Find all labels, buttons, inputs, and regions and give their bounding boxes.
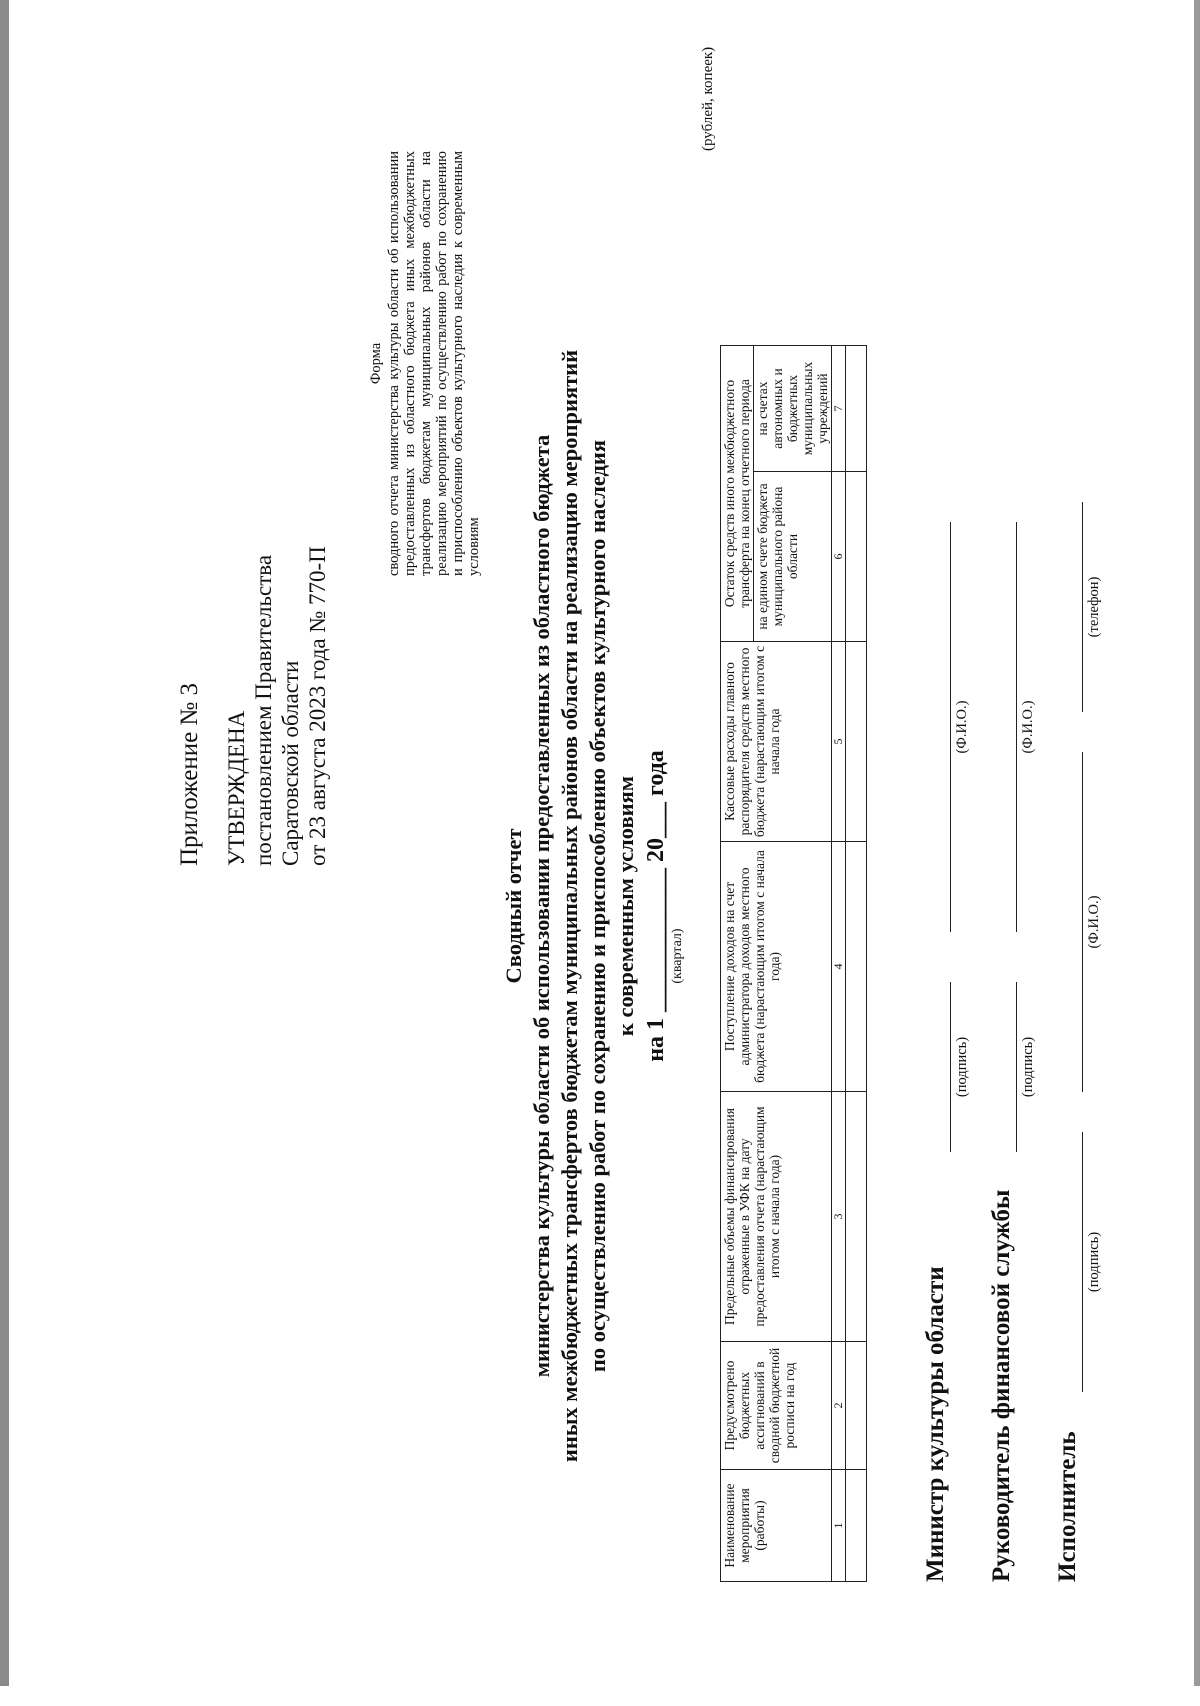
finance-head-label: Руководитель финансовой службы xyxy=(988,1189,1015,1582)
header-income-receipts: Поступление доходов на счет администратора доходов местного бюджета (нарастающим итогом с начала года) xyxy=(721,842,832,1092)
executor-signature-caption: (подпись) xyxy=(1086,1231,1102,1293)
approved-stamp-text: УТВЕРЖДЕНА xyxy=(224,710,249,866)
table-cell xyxy=(846,1342,867,1470)
approval-line-3: от 23 августа 2023 года № 770-П xyxy=(305,546,330,866)
header-cash-expenses: Кассовые расходы главного распорядителя средств местного бюджета (нарастающим итогом с начала года xyxy=(721,642,832,842)
minister-fio-line xyxy=(928,522,951,932)
approval-line-1: постановлением Правительства xyxy=(251,554,276,866)
approval-line-2: Саратовской области xyxy=(278,660,303,866)
column-number: 4 xyxy=(832,842,846,1092)
executor-fio-caption: (Ф.И.О.) xyxy=(1086,895,1102,949)
minister-signature-line xyxy=(928,982,951,1152)
report-table xyxy=(720,345,867,1582)
header-budget-allocations: Предусмотрено бюджетных ассигнований в сводной бюджетной росписи на год xyxy=(721,1342,832,1470)
column-number: 7 xyxy=(832,346,846,472)
header-financing-limits: Предельные объемы финансирования отраженные в УФК на дату предоставления отчета (нарастающим итогом с начала года) xyxy=(721,1092,832,1342)
minister-fio-caption: (Ф.И.О.) xyxy=(954,700,970,754)
executor-label: Исполнитель xyxy=(1054,1431,1081,1582)
header-remaining-funds-group: Остаток средств иного межбюджетного трансферта на конец отчетного периода xyxy=(721,346,754,642)
executor-phone-caption: (телефон) xyxy=(1086,576,1102,638)
form-title: Форма xyxy=(368,342,384,385)
column-number: 6 xyxy=(832,472,846,642)
minister-signature-caption: (подпись) xyxy=(954,1036,970,1098)
executor-signature-line xyxy=(1060,1132,1083,1392)
report-title-line-2: министерства культуры области об использовании предоставленных из областного бюджета xyxy=(529,434,554,1378)
table-cell xyxy=(846,1470,867,1582)
table-cell xyxy=(846,346,867,472)
column-number: 3 xyxy=(832,1092,846,1342)
table-row xyxy=(846,346,867,1582)
table-row xyxy=(832,346,846,1582)
form-description-block xyxy=(368,151,482,576)
column-number: 5 xyxy=(832,642,846,842)
finance-fio-line xyxy=(994,522,1017,932)
approval-block xyxy=(176,446,331,866)
column-number: 2 xyxy=(832,1342,846,1470)
minister-label: Министр культуры области xyxy=(922,1266,949,1582)
report-period-caption: (квартал) xyxy=(670,928,685,984)
form-description: сводного отчета министерства культуры области об использовании предоставленных из областного бюджета иных межбюджетных трансфертов бюджетам муниципальных районов области на реализацию мероприятий по осуществлению работ по сохранению и приспособлению объектов культурного наследия к современным условиям xyxy=(386,151,482,576)
header-event-name: Наименование мероприятия (работы) xyxy=(721,1470,832,1582)
report-title-line-3: иных межбюджетных трансфертов бюджетам муниципальных районов области на реализацию мероприятий xyxy=(557,349,582,1463)
table-cell xyxy=(846,642,867,842)
finance-fio-caption: (Ф.И.О.) xyxy=(1020,700,1036,754)
report-title-block xyxy=(500,206,686,1606)
table-header-row xyxy=(721,346,754,1582)
report-title-line-4: по осуществлению работ по сохранению и приспособлению объектов культурного наследия xyxy=(585,439,610,1373)
executor-phone-line xyxy=(1060,502,1083,712)
table-cell xyxy=(846,1092,867,1342)
appendix-number: Приложение № 3 xyxy=(176,682,203,866)
finance-signature-caption: (подпись) xyxy=(1020,1036,1036,1098)
report-title-line-5: к современным условиям xyxy=(613,775,638,1037)
table-cell xyxy=(846,472,867,642)
header-institution-accounts: на счетах автономных и бюджетных муниципальных учреждений xyxy=(754,346,832,472)
column-number: 1 xyxy=(832,1470,846,1582)
report-title: Сводный отчет xyxy=(501,828,526,984)
executor-fio-line xyxy=(1060,752,1083,1092)
report-period: на 1 ____________ 20___ года xyxy=(643,750,669,1062)
header-single-account: на едином счете бюджета муниципального района области xyxy=(754,472,832,642)
table-cell xyxy=(846,842,867,1092)
units-note: (рублей, копеек) xyxy=(700,46,716,151)
finance-signature-line xyxy=(994,982,1017,1152)
